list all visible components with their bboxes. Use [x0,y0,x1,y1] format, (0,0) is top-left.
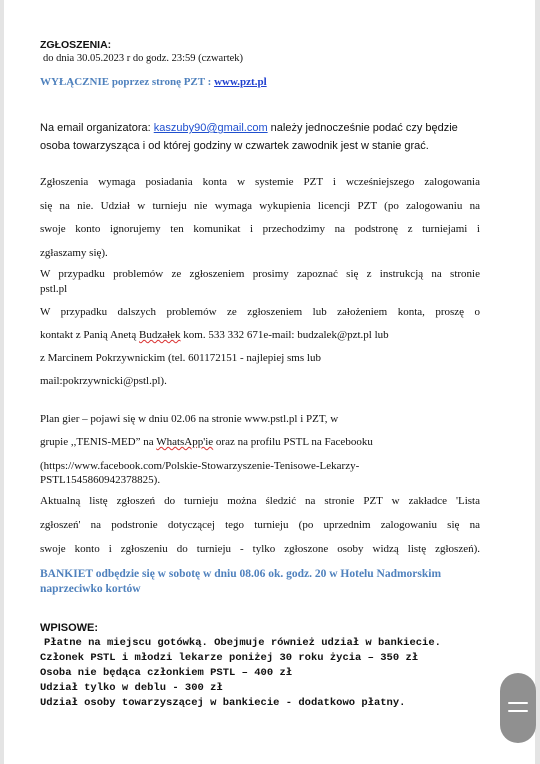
email-note-suffix: należy jednocześnie podać czy będzie [267,122,458,134]
fees-heading: WPISOWE: [40,622,99,634]
account-info-line: Zgłoszenia wymaga posiadania konta w systemie PZT i wcześniejszego zalogowania [40,176,480,188]
fee-line: Osoba nie będąca członkiem PSTL – 400 zł [40,667,293,679]
fee-line: Udział osoby towarzyszącej w bankiecie - dodatkowo płatny. [40,697,406,709]
only-via-text: WYŁĄCZNIE poprzez stronę PZT : [40,76,215,88]
schedule-line: zgłoszeń' na podstronie dotyczącej tego turnieju (po uprzednim zalogowaniu się na [40,519,480,531]
fee-line: Udział tylko w deblu - 300 zł [40,682,223,694]
contact-details: kom. 533 332 671e-mail: budzalek@pzt.pl lub [180,329,389,341]
account-info-line: zgłaszamy się). [40,247,108,259]
schedule-line: swoje konto i zgłoszeniu do turnieju - tylko zgłoszone osoby widzą listę zgłoszeń). [40,543,480,555]
fee-line: Członek PSTL i młodzi lekarze poniżej 30 roku życia – 350 zł [40,652,419,664]
registration-deadline: do dnia 30.05.2023 r do godz. 23:59 (czwartek) [43,53,244,64]
account-info-line: pstl.pl [40,283,68,295]
schedule-line: Plan gier – pojawi się w dniu 02.06 na stronie www.pstl.pl i PZT, w [40,413,339,425]
fee-line: Płatne na miejscu gotówką. Obejmuje również udział w bankiecie. [44,637,441,649]
email-note-line1 [40,121,458,135]
account-info-line: mail:pokrzywnicki@pstl.pl). [40,375,167,387]
schedule-facebook-text: oraz na profilu PSTL na Facebooku [213,436,373,448]
email-note-line2: osoba towarzysząca i od której godziny w czwartek zawodnik jest w stanie grać. [40,140,429,152]
whatsapp-word: WhatsApp'ie [156,436,214,448]
account-info-line: z Marcinem Pokrzywnickim (tel. 601172151 - najlepiej sms lub [40,352,321,364]
account-info-line: W przypadku dalszych problemów ze zgłoszeniem lub założeniem konta, proszę o [40,306,480,318]
schedule-group-text: grupie ,,TENIS-MED” na [40,436,157,448]
contact-name: Budzałek [138,329,181,341]
scroll-menu-button[interactable] [500,673,536,743]
registration-heading: ZGŁOSZENIA: [40,39,112,51]
pzt-link[interactable]: www.pzt.pl [214,76,267,88]
facebook-url-line: PSTL1545860942378825). [40,474,161,486]
facebook-url-line: (https://www.facebook.com/Polskie-Stowarzyszenie-Tenisowe-Lekarzy- [40,460,360,472]
registration-only-via [40,75,267,89]
organizer-email-link[interactable]: kaszuby90@gmail.com [153,122,268,134]
account-info-line: W przypadku problemów ze zgłoszeniem prosimy zapoznać się z instrukcją na stronie [40,268,480,280]
banquet-line: naprzeciwko kortów [40,583,141,595]
account-info-contact [40,328,389,342]
banquet-line: BANKIET odbędzie się w sobotę w dniu 08.06 ok. godz. 20 w Hotelu Nadmorskim [40,568,442,580]
schedule-line: Aktualną listę zgłoszeń do turnieju można śledzić na stronie PZT w zakładce 'Lista [40,495,480,507]
contact-prefix: kontakt z Panią Anetą [40,329,139,341]
account-info-line: swoje konto ignorujemy ten komunikat i przechodzimy na podstronę z turniejami i [40,223,480,235]
email-note-prefix: Na email organizatora: [40,122,154,134]
document-page [4,0,535,764]
schedule-whatsapp-line [40,435,373,449]
account-info-line: się na nie. Udział w turnieju nie wymaga wykupienia licencji PZT (po zalogowaniu na [40,200,480,212]
